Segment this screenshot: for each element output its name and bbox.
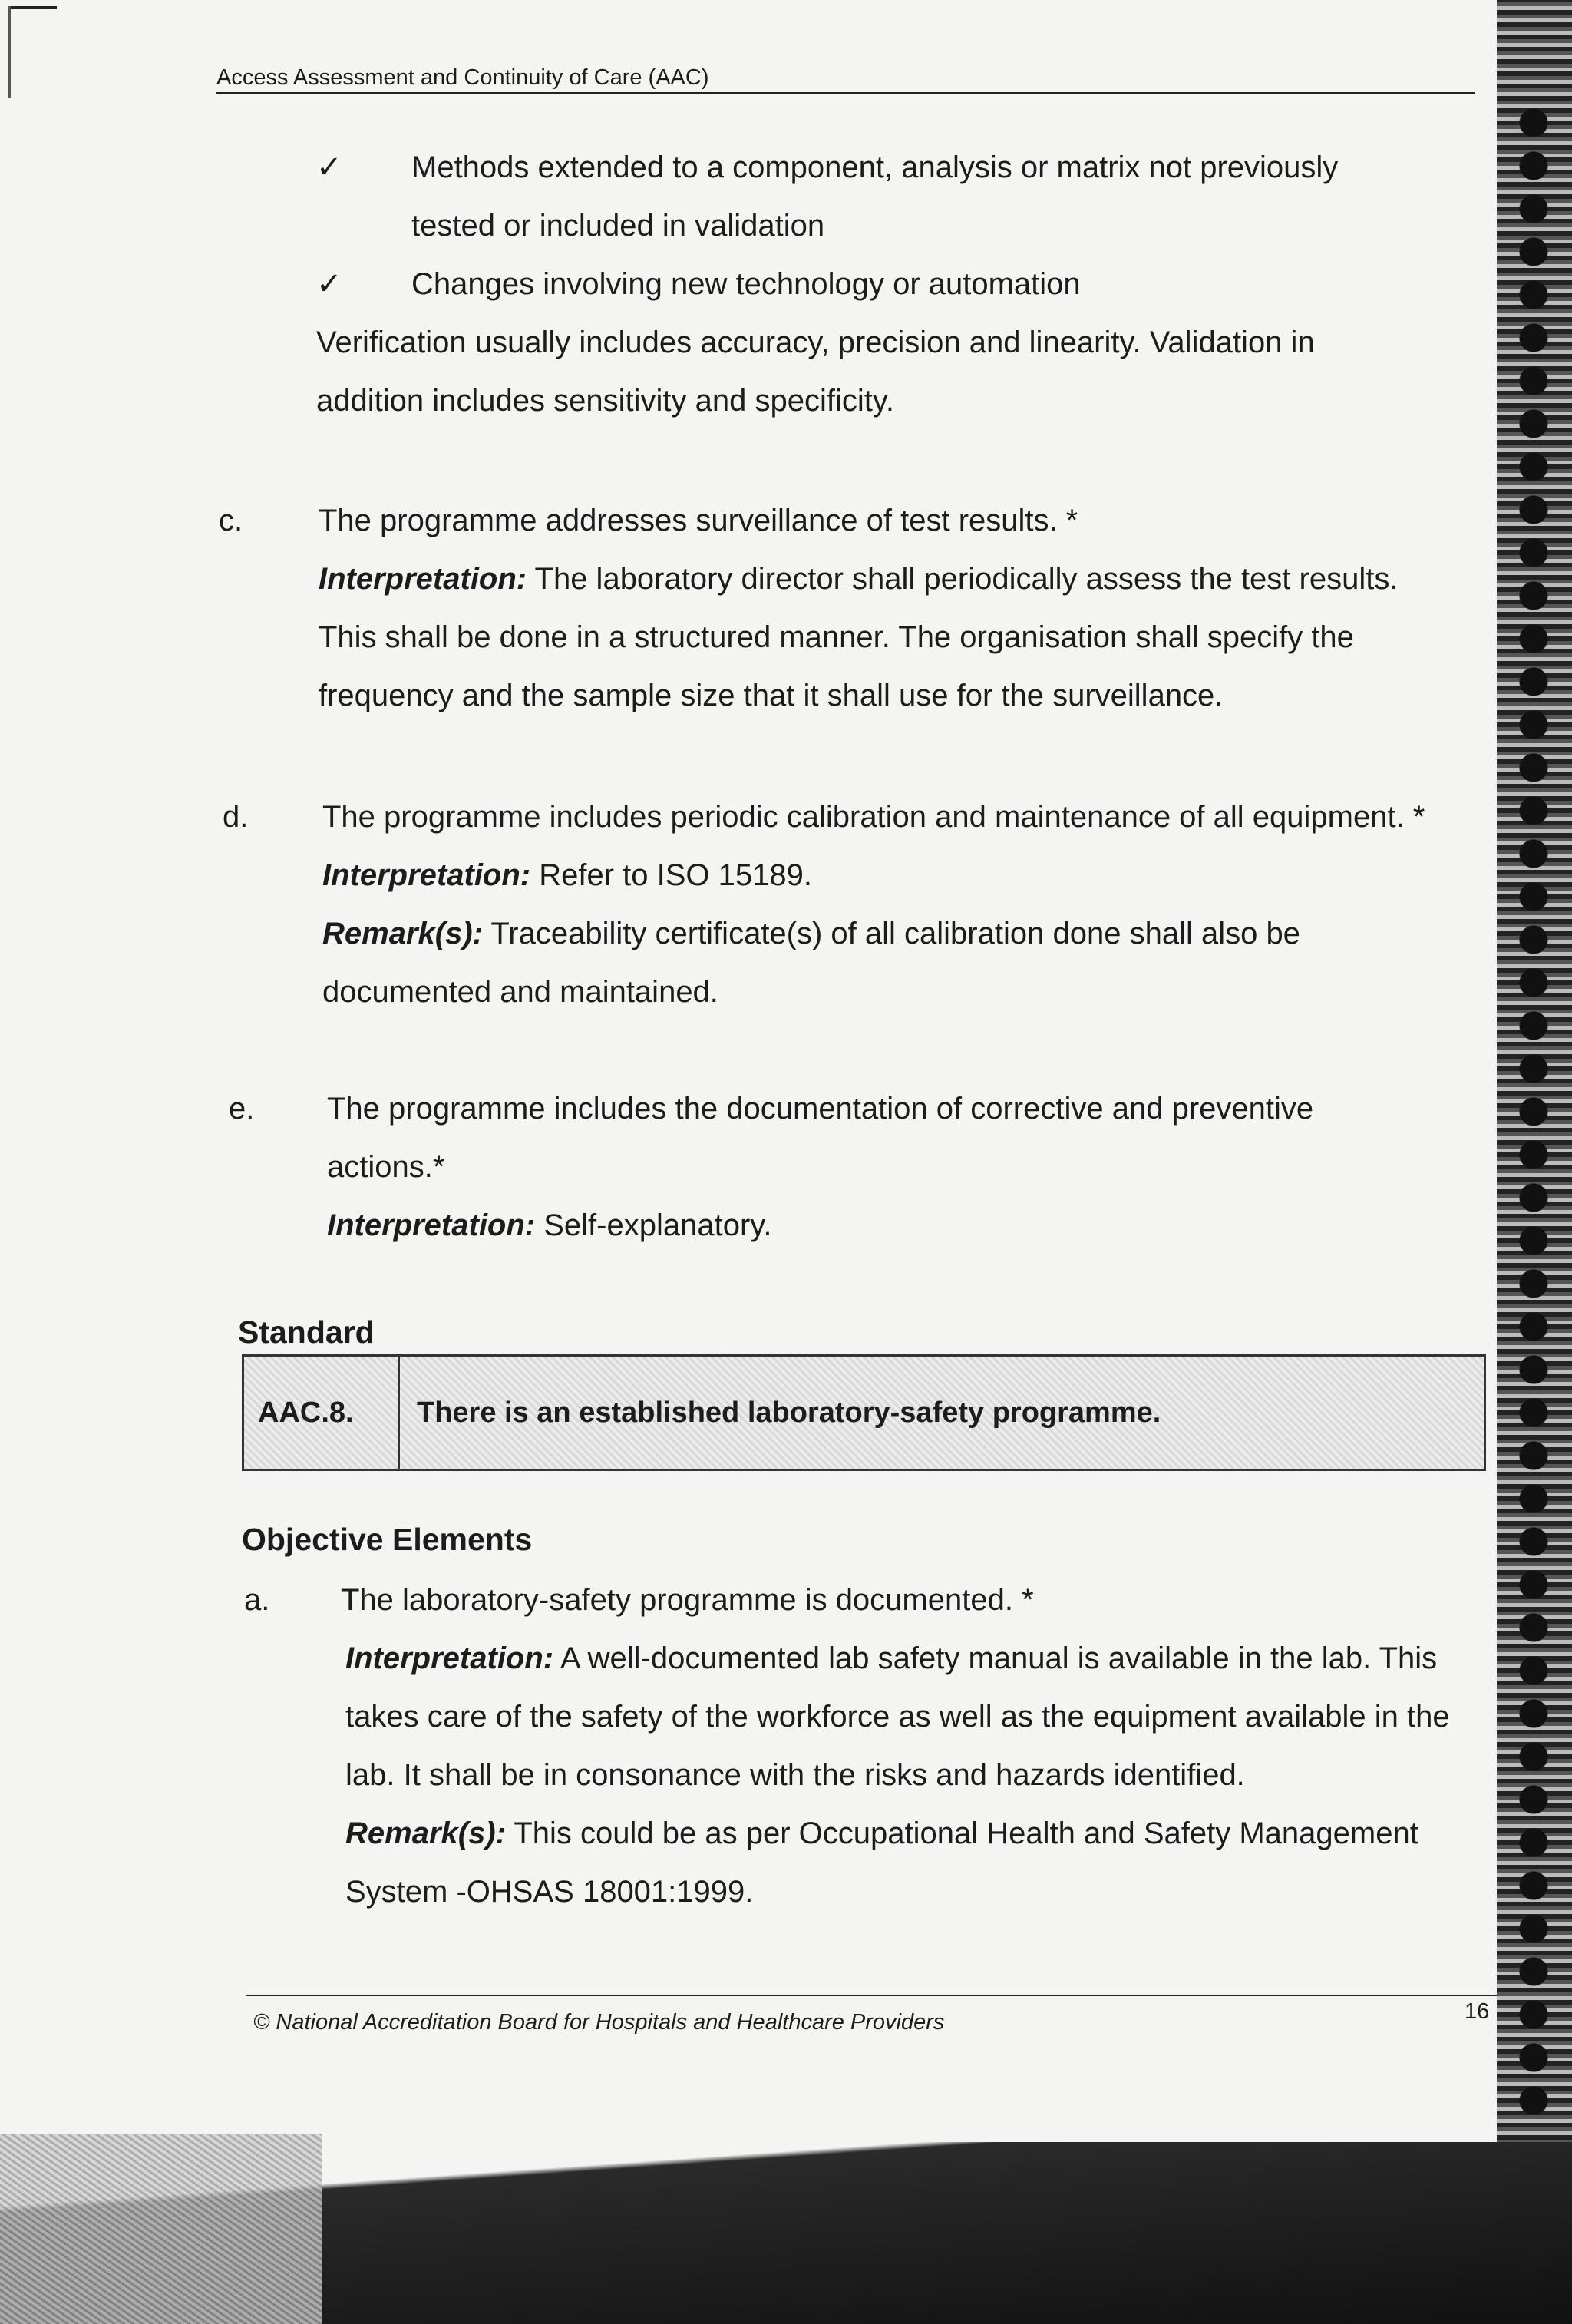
bullet-2-line-1: Changes involving new technology or automation	[411, 267, 1081, 301]
item-d-interpretation: Interpretation: Refer to ISO 15189.	[322, 858, 812, 892]
objective-a-interpretation-line-3: lab. It shall be in consonance with the risks and hazards identified.	[345, 1758, 1245, 1792]
item-e-interpretation: Interpretation: Self-explanatory.	[327, 1208, 772, 1242]
checkmark-icon: ✓	[316, 267, 342, 301]
page-number: 16	[1465, 1999, 1490, 2024]
objective-a-remark-line-2: System -OHSAS 18001:1999.	[345, 1875, 754, 1909]
bullet-1-line-1: Methods extended to a component, analysis or matrix not previously	[411, 150, 1339, 184]
scan-edge-mark	[8, 6, 11, 98]
verification-line-2: addition includes sensitivity and specificity.	[316, 384, 894, 418]
item-d-remark-line-1: Remark(s): Traceability certificate(s) of all calibration done shall also be	[322, 917, 1300, 950]
bullet-1-line-2: tested or included in validation	[411, 209, 825, 243]
objective-a-text: The laboratory-safety programme is documented. *	[341, 1583, 1034, 1617]
standard-heading: Standard	[238, 1314, 375, 1350]
remark-label: Remark(s):	[345, 1817, 506, 1850]
remark-label: Remark(s):	[322, 917, 483, 950]
item-d-text: The programme includes periodic calibration and maintenance of all equipment. *	[322, 800, 1425, 834]
header-rule	[216, 92, 1475, 94]
objective-a-label: a.	[244, 1583, 270, 1617]
objective-a-remark-line-1: Remark(s): This could be as per Occupational Health and Safety Management	[345, 1817, 1418, 1850]
objective-a-interpretation-line-2: takes care of the safety of the workforce as well as the equipment available in the	[345, 1700, 1450, 1734]
item-d-remark-line-2: documented and maintained.	[322, 975, 718, 1009]
verification-line-1: Verification usually includes accuracy, precision and linearity. Validation in	[316, 326, 1315, 359]
item-c-interpretation-line-3: frequency and the sample size that it shall use for the surveillance.	[319, 679, 1224, 712]
item-c-interpretation-line-2: This shall be done in a structured manner. The organisation shall specify the	[319, 620, 1354, 654]
scan-corner-mark	[8, 6, 57, 20]
standard-box	[242, 1354, 1486, 1471]
interpretation-label: Interpretation:	[322, 858, 531, 892]
objective-elements-heading: Objective Elements	[242, 1522, 533, 1557]
interpretation-label: Interpretation:	[319, 562, 527, 596]
scan-noise-bottom-left	[0, 2134, 322, 2324]
footer-rule	[246, 1995, 1497, 1996]
item-c-label: c.	[219, 504, 243, 537]
standard-code: AAC.8.	[244, 1357, 400, 1469]
interpretation-label: Interpretation:	[345, 1641, 554, 1675]
binding-holes	[1511, 107, 1557, 2119]
item-c-text: The programme addresses surveillance of test results. *	[319, 504, 1078, 537]
standard-text: There is an established laboratory-safety programme.	[417, 1397, 1161, 1429]
objective-a-interpretation-line-1: Interpretation: A well-documented lab safety manual is available in the lab. This	[345, 1641, 1438, 1675]
footer-copyright: © National Accreditation Board for Hospitals and Healthcare Providers	[253, 2010, 945, 2035]
item-c-interpretation-line-1: Interpretation: The laboratory director shall periodically assess the test results.	[319, 562, 1399, 596]
checkmark-icon: ✓	[316, 150, 342, 184]
item-e-label: e.	[229, 1092, 255, 1126]
item-e-line-1: The programme includes the documentation of corrective and preventive	[327, 1092, 1314, 1126]
item-e-line-2: actions.*	[327, 1150, 445, 1184]
interpretation-label: Interpretation:	[327, 1208, 536, 1242]
running-header: Access Assessment and Continuity of Care (AAC)	[216, 65, 709, 90]
item-d-label: d.	[223, 800, 249, 834]
